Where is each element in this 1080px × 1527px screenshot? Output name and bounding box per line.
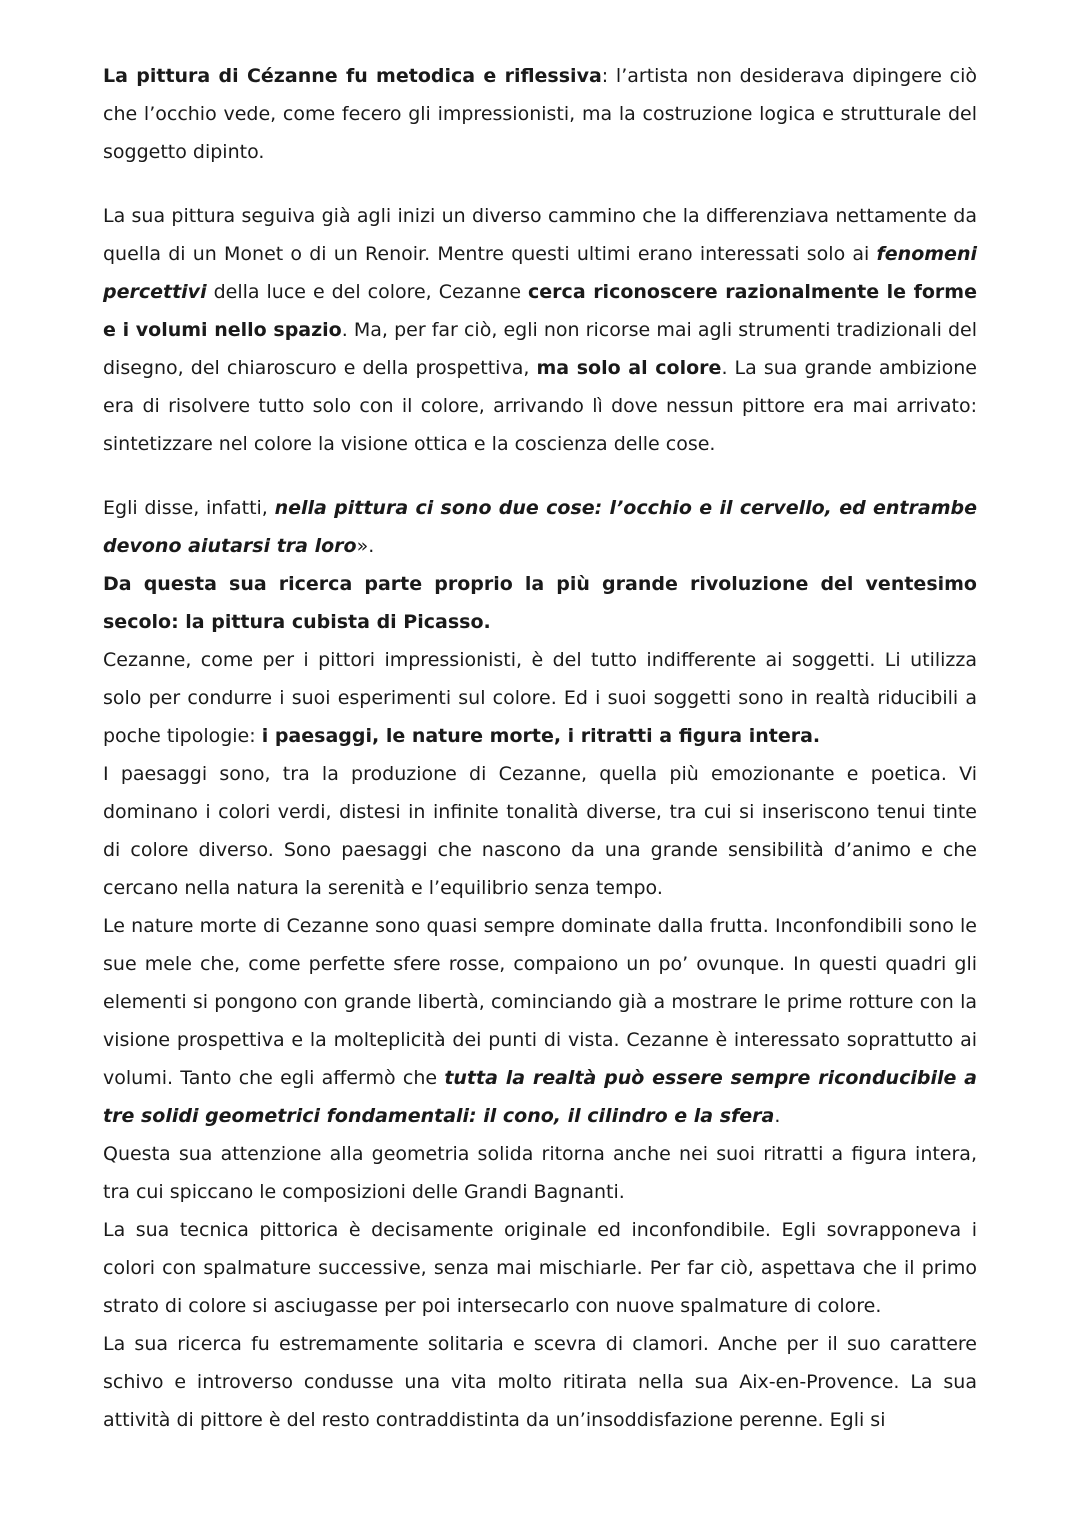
text-span: . La sua grande ambizione era di risolvere tutto solo con il colore, arrivando lì dove nessun pittore era mai arrivato: sintetizzare nel colore la visione ottica e la coscienza delle cose.	[103, 357, 977, 455]
paragraph-landscapes	[103, 755, 977, 907]
paragraph-different-path	[103, 197, 977, 463]
text-span: I paesaggi sono, tra la produzione di Cezanne, quella più emozionante e poetica. Vi dominano i colori verdi, distesi in infinite tonalità diverse, tra cui si inseriscono tenui tinte di colore diverso. Sono paesaggi che nascono da una grande sensibilità d’animo e che cercano nella natura la serenità e l’equilibrio senza tempo.	[103, 763, 977, 899]
text-span: La pittura di Cézanne fu metodica e riflessiva	[103, 65, 602, 87]
text-span: : l’artista non desiderava dipingere ciò che l’occhio vede, come fecero gli impressionisti, ma la costruzione logica e strutturale del soggetto dipinto.	[103, 65, 978, 163]
text-span: Questa sua attenzione alla geometria solida ritorna anche nei suoi ritratti a figura intera, tra cui spiccano le composizioni delle Grandi Bagnanti.	[103, 1143, 977, 1203]
paragraph-quote-eye-brain	[103, 489, 977, 565]
text-span: Egli disse, infatti,	[103, 497, 275, 519]
paragraph-cubism	[103, 565, 977, 641]
text-span: fenomeni percettivi	[103, 243, 977, 303]
paragraph-portraits	[103, 1135, 977, 1211]
text-span: La sua tecnica pittorica è decisamente originale ed inconfondibile. Egli sovrapponeva i colori con spalmature successive, senza mai mischiarle. Per far ciò, aspettava che il primo strato di colore si asciugasse per poi intersecarlo con nuove spalmature di colore.	[103, 1219, 977, 1317]
text-span: Le nature morte di Cezanne sono quasi sempre dominate dalla frutta. Inconfondibili sono le sue mele che, come perfette sfere rosse, compaiono un po’ ovunque. In questi quadri gli elementi si pongono con grande libertà, cominciando già a mostrare le prime rotture con la visione prospettiva e la molteplicità dei punti di vista. Cezanne è interessato soprattutto ai volumi. Tanto che egli affermò che	[103, 915, 977, 1089]
document-page	[103, 57, 977, 1439]
text-span: Cezanne, come per i pittori impressionisti, è del tutto indifferente ai soggetti. Li utilizza solo per condurre i suoi esperimenti sul colore. Ed i suoi soggetti sono in realtà riducibili a poche tipologie:	[103, 649, 977, 747]
text-span: tutta la realtà può essere sempre riconducibile a tre solidi geometrici fondamentali: il cono, il cilindro e la sfera	[103, 1067, 977, 1127]
text-span: . Ma, per far ciò, egli non ricorse mai agli strumenti tradizionali del disegno, del chiaroscuro e della prospettiva,	[103, 319, 978, 379]
text-span: nella pittura ci sono due cose: l’occhio e il cervello, ed entrambe devono aiutarsi tra loro	[103, 497, 977, 557]
paragraph-technique	[103, 1211, 977, 1325]
text-span: La sua ricerca fu estremamente solitaria e scevra di clamori. Anche per il suo carattere schivo e introverso condusse una vita molto ritirata nella sua Aix-en-Provence. La sua attività di pittore è del resto contraddistinta da un’insoddisfazione perenne. Egli si	[103, 1333, 977, 1431]
text-span: cerca riconoscere razionalmente le forme e i volumi nello spazio	[103, 281, 977, 341]
paragraph-subjects	[103, 641, 977, 755]
text-span: ».	[356, 535, 375, 557]
text-span: della luce e del colore, Cezanne	[206, 281, 529, 303]
paragraph-solitary	[103, 1325, 977, 1439]
text-span: ma solo al colore	[536, 357, 722, 379]
text-span: .	[774, 1105, 781, 1127]
text-span: La sua pittura seguiva già agli inizi un diverso cammino che la differenziava nettamente da quella di un Monet o di un Renoir. Mentre questi ultimi erano interessati solo ai	[103, 205, 977, 265]
paragraph-still-life	[103, 907, 977, 1135]
text-span: i paesaggi, le nature morte, i ritratti a figura intera.	[261, 725, 821, 747]
paragraph-cezanne-method	[103, 57, 977, 171]
text-span: Da questa sua ricerca parte proprio la più grande rivoluzione del ventesimo secolo: la pittura cubista di Picasso.	[103, 573, 977, 633]
